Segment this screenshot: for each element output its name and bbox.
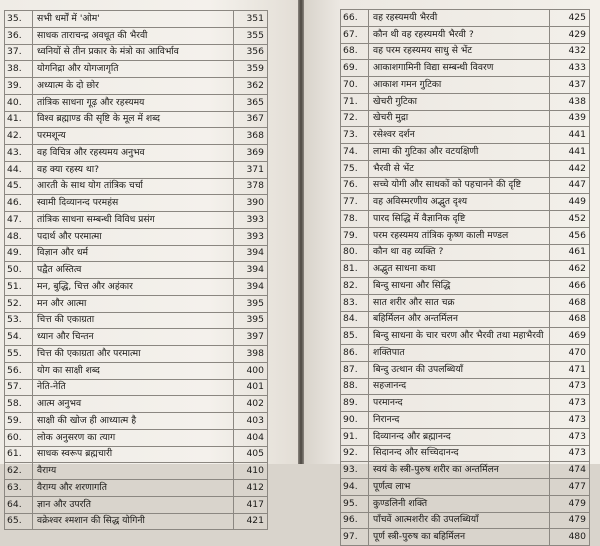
- toc-entry-page: 401: [234, 379, 268, 396]
- toc-entry-number: 77.: [341, 194, 369, 211]
- toc-entry-number: 64.: [5, 496, 33, 513]
- toc-entry-title: निरानन्द: [369, 412, 550, 429]
- toc-row: [5, 413, 268, 430]
- toc-entry-page: 394: [234, 245, 268, 262]
- toc-row: [341, 244, 590, 261]
- toc-entry-title: साक्षी की खोज ही आध्यात्म है: [33, 413, 234, 430]
- toc-entry-number: 38.: [5, 61, 33, 78]
- toc-entry-title: लोक अनुसरण का त्याग: [33, 429, 234, 446]
- toc-entry-page: 404: [234, 429, 268, 446]
- toc-entry-number: 95.: [341, 495, 369, 512]
- toc-entry-title: वह अविस्मरणीय अद्भुत दृश्य: [369, 194, 550, 211]
- toc-entry-page: 449: [550, 194, 590, 211]
- toc-entry-number: 50.: [5, 262, 33, 279]
- toc-entry-page: 402: [234, 396, 268, 413]
- toc-entry-number: 84.: [341, 311, 369, 328]
- toc-entry-title: परम रहस्यमय तांत्रिक कृष्ण काली मण्डल: [369, 227, 550, 244]
- toc-row: [341, 211, 590, 228]
- toc-entry-number: 49.: [5, 245, 33, 262]
- toc-entry-page: 359: [234, 61, 268, 78]
- toc-row: [341, 445, 590, 462]
- toc-entry-number: 70.: [341, 77, 369, 94]
- toc-entry-title: वह विचित्र और रहस्यमय अनुभव: [33, 145, 234, 162]
- toc-row: [5, 111, 268, 128]
- toc-entry-page: 429: [550, 26, 590, 43]
- toc-row: [5, 128, 268, 145]
- toc-entry-title: पदार्थ और परमात्मा: [33, 228, 234, 245]
- toc-entry-number: 74.: [341, 144, 369, 161]
- toc-entry-title: वक्रेश्वर श्मशान की सिद्ध योगिनी: [33, 513, 234, 530]
- toc-row: [5, 295, 268, 312]
- toc-entry-page: 367: [234, 111, 268, 128]
- toc-entry-title: अध्यात्म के दो छोर: [33, 78, 234, 95]
- toc-entry-number: 78.: [341, 211, 369, 228]
- toc-entry-number: 83.: [341, 294, 369, 311]
- toc-entry-number: 45.: [5, 178, 33, 195]
- toc-row: [341, 110, 590, 127]
- toc-entry-number: 60.: [5, 429, 33, 446]
- toc-entry-page: 368: [234, 128, 268, 145]
- toc-entry-page: 410: [234, 463, 268, 480]
- toc-entry-title: विश्व ब्रह्माण्ड की सृष्टि के मूल में शब्द: [33, 111, 234, 128]
- toc-row: [341, 194, 590, 211]
- toc-entry-title: अद्भुत साधना कथा: [369, 261, 550, 278]
- toc-entry-number: 92.: [341, 445, 369, 462]
- toc-row: [5, 312, 268, 329]
- toc-row: [5, 245, 268, 262]
- toc-row: [341, 227, 590, 244]
- toc-entry-title: बिन्दु उत्थान की उपलब्धियाँ: [369, 361, 550, 378]
- toc-row: [341, 43, 590, 60]
- toc-entry-title: ज्ञान और उपरति: [33, 496, 234, 513]
- toc-row: [341, 93, 590, 110]
- toc-entry-title: सात शरीर और सात चक्र: [369, 294, 550, 311]
- toc-entry-page: 474: [550, 462, 590, 479]
- toc-entry-title: बिन्दु साधना के चार चरण और भैरवी तथा महाभैरवी: [369, 328, 550, 345]
- toc-entry-title: सहजानन्द: [369, 378, 550, 395]
- toc-row: [341, 261, 590, 278]
- toc-entry-page: 480: [550, 529, 590, 546]
- toc-entry-title: तांत्रिक साधना सम्बन्धी विविध प्रसंग: [33, 212, 234, 229]
- toc-entry-number: 39.: [5, 78, 33, 95]
- toc-entry-title: मन, बुद्धि, चित्त और अहंकार: [33, 279, 234, 296]
- toc-entry-number: 79.: [341, 227, 369, 244]
- toc-entry-title: चित्त की एकाग्रता और परमात्मा: [33, 346, 234, 363]
- toc-entry-page: 355: [234, 27, 268, 44]
- toc-entry-page: 477: [550, 479, 590, 496]
- toc-entry-page: 356: [234, 44, 268, 61]
- toc-entry-page: 393: [234, 228, 268, 245]
- toc-entry-page: 470: [550, 345, 590, 362]
- toc-entry-page: 395: [234, 312, 268, 329]
- toc-entry-page: 421: [234, 513, 268, 530]
- toc-entry-page: 442: [550, 160, 590, 177]
- toc-row: [5, 346, 268, 363]
- toc-entry-page: 479: [550, 495, 590, 512]
- toc-row: [341, 378, 590, 395]
- toc-row: [341, 60, 590, 77]
- right-page: [304, 0, 600, 543]
- toc-entry-page: 394: [234, 279, 268, 296]
- toc-entry-page: 400: [234, 362, 268, 379]
- toc-entry-page: 433: [550, 60, 590, 77]
- toc-entry-title: ध्यान और चिन्तन: [33, 329, 234, 346]
- toc-row: [5, 396, 268, 413]
- toc-entry-title: कुण्डलिनी शक्ति: [369, 495, 550, 512]
- toc-entry-title: पाँचवें आत्मशरीर की उपलब्धियाँ: [369, 512, 550, 529]
- toc-table-left: [4, 10, 268, 530]
- toc-entry-title: कौन था वह व्यक्ति ?: [369, 244, 550, 261]
- toc-entry-number: 48.: [5, 228, 33, 245]
- toc-entry-page: 479: [550, 512, 590, 529]
- toc-entry-page: 371: [234, 161, 268, 178]
- toc-row: [5, 61, 268, 78]
- toc-entry-title: परमशून्य: [33, 128, 234, 145]
- toc-entry-number: 37.: [5, 44, 33, 61]
- toc-entry-title: परमानन्द: [369, 395, 550, 412]
- toc-entry-number: 71.: [341, 93, 369, 110]
- toc-entry-title: मन और आत्मा: [33, 295, 234, 312]
- toc-entry-title: योग का साक्षी शब्द: [33, 362, 234, 379]
- toc-entry-title: साधक ताराचन्द्र अवधूत की भैरवी: [33, 27, 234, 44]
- toc-row: [341, 495, 590, 512]
- toc-row: [5, 145, 268, 162]
- toc-entry-page: 425: [550, 10, 590, 27]
- toc-entry-number: 54.: [5, 329, 33, 346]
- toc-entry-page: 393: [234, 212, 268, 229]
- toc-entry-number: 59.: [5, 413, 33, 430]
- toc-row: [5, 178, 268, 195]
- toc-entry-number: 96.: [341, 512, 369, 529]
- toc-entry-number: 47.: [5, 212, 33, 229]
- toc-entry-title: बिन्दु साधना और सिद्धि: [369, 278, 550, 295]
- toc-entry-page: 437: [550, 77, 590, 94]
- toc-entry-title: कौन थी वह रहस्यमयी भैरवी ?: [369, 26, 550, 43]
- toc-row: [341, 462, 590, 479]
- toc-entry-page: 365: [234, 94, 268, 111]
- toc-entry-page: 403: [234, 413, 268, 430]
- toc-row: [341, 361, 590, 378]
- toc-entry-title: स्वामी दिव्यानन्द परमहंस: [33, 195, 234, 212]
- toc-row: [5, 329, 268, 346]
- toc-entry-number: 65.: [5, 513, 33, 530]
- toc-entry-number: 55.: [5, 346, 33, 363]
- toc-entry-number: 53.: [5, 312, 33, 329]
- toc-row: [341, 311, 590, 328]
- toc-row: [5, 496, 268, 513]
- toc-entry-number: 67.: [341, 26, 369, 43]
- toc-entry-page: 466: [550, 278, 590, 295]
- toc-entry-number: 36.: [5, 27, 33, 44]
- toc-entry-number: 46.: [5, 195, 33, 212]
- toc-entry-number: 81.: [341, 261, 369, 278]
- toc-row: [341, 177, 590, 194]
- toc-entry-number: 43.: [5, 145, 33, 162]
- toc-entry-title: वह परम रहस्यमय साधु से भेंट: [369, 43, 550, 60]
- toc-entry-title: चित्त की एकाग्रता: [33, 312, 234, 329]
- toc-entry-title: आत्म अनुभव: [33, 396, 234, 413]
- toc-row: [341, 395, 590, 412]
- toc-entry-number: 62.: [5, 463, 33, 480]
- toc-row: [341, 144, 590, 161]
- toc-entry-number: 85.: [341, 328, 369, 345]
- toc-entry-number: 93.: [341, 462, 369, 479]
- toc-row: [341, 479, 590, 496]
- toc-row: [5, 94, 268, 111]
- toc-entry-number: 35.: [5, 11, 33, 28]
- toc-entry-title: सिदानन्द और सच्चिदानन्द: [369, 445, 550, 462]
- toc-row: [5, 362, 268, 379]
- toc-row: [341, 10, 590, 27]
- toc-entry-title: खेचरी गुटिका: [369, 93, 550, 110]
- toc-row: [341, 160, 590, 177]
- toc-row: [341, 512, 590, 529]
- toc-entry-page: 378: [234, 178, 268, 195]
- toc-entry-number: 88.: [341, 378, 369, 395]
- toc-entry-title: ध्वनियों से तीन प्रकार के मंत्रो का आविर्भाव: [33, 44, 234, 61]
- toc-row: [5, 446, 268, 463]
- toc-entry-page: 469: [550, 328, 590, 345]
- toc-entry-page: 468: [550, 294, 590, 311]
- toc-entry-page: 394: [234, 262, 268, 279]
- toc-row: [341, 26, 590, 43]
- toc-entry-page: 461: [550, 244, 590, 261]
- toc-entry-page: 438: [550, 93, 590, 110]
- toc-entry-title: पद्वैत अस्तित्व: [33, 262, 234, 279]
- toc-entry-page: 468: [550, 311, 590, 328]
- toc-entry-page: 452: [550, 211, 590, 228]
- toc-entry-number: 90.: [341, 412, 369, 429]
- toc-entry-number: 52.: [5, 295, 33, 312]
- toc-entry-page: 471: [550, 361, 590, 378]
- toc-entry-page: 390: [234, 195, 268, 212]
- toc-entry-page: 447: [550, 177, 590, 194]
- toc-entry-number: 58.: [5, 396, 33, 413]
- toc-entry-page: 473: [550, 378, 590, 395]
- toc-entry-number: 97.: [341, 529, 369, 546]
- toc-entry-page: 417: [234, 496, 268, 513]
- toc-entry-page: 405: [234, 446, 268, 463]
- toc-entry-number: 73.: [341, 127, 369, 144]
- toc-entry-page: 473: [550, 412, 590, 429]
- toc-entry-number: 86.: [341, 345, 369, 362]
- toc-entry-number: 44.: [5, 161, 33, 178]
- toc-entry-page: 473: [550, 428, 590, 445]
- toc-entry-page: 462: [550, 261, 590, 278]
- toc-row: [5, 212, 268, 229]
- toc-entry-title: पारद सिद्धि में वैज्ञानिक दृष्टि: [369, 211, 550, 228]
- toc-entry-title: योगनिद्रा और योगजागृति: [33, 61, 234, 78]
- toc-entry-title: सच्चे योगी और साधकों को पहचानने की दृष्टि: [369, 177, 550, 194]
- toc-row: [5, 228, 268, 245]
- toc-entry-number: 82.: [341, 278, 369, 295]
- toc-entry-number: 91.: [341, 428, 369, 445]
- toc-entry-page: 398: [234, 346, 268, 363]
- toc-entry-number: 76.: [341, 177, 369, 194]
- toc-entry-number: 56.: [5, 362, 33, 379]
- toc-entry-page: 362: [234, 78, 268, 95]
- toc-entry-title: पूर्ण स्त्री-पुरुष का बहिर्मिलन: [369, 529, 550, 546]
- toc-row: [341, 428, 590, 445]
- toc-row: [341, 127, 590, 144]
- left-page: [0, 0, 298, 527]
- toc-entry-number: 51.: [5, 279, 33, 296]
- toc-entry-number: 69.: [341, 60, 369, 77]
- toc-entry-page: 441: [550, 144, 590, 161]
- toc-entry-number: 42.: [5, 128, 33, 145]
- toc-row: [341, 412, 590, 429]
- toc-entry-title: वह क्या रहस्य था?: [33, 161, 234, 178]
- toc-row: [341, 529, 590, 546]
- toc-entry-title: नेति-नेति: [33, 379, 234, 396]
- toc-entry-title: स्वयं के स्त्री-पुरुष शरीर का अन्तर्मिलन: [369, 462, 550, 479]
- toc-row: [5, 11, 268, 28]
- toc-row: [5, 429, 268, 446]
- toc-entry-page: 441: [550, 127, 590, 144]
- toc-row: [5, 78, 268, 95]
- toc-entry-title: बहिर्मिलन और अन्तर्मिलन: [369, 311, 550, 328]
- toc-entry-title: आकाशगामिनी विद्या सम्बन्धी विवरण: [369, 60, 550, 77]
- toc-entry-page: 397: [234, 329, 268, 346]
- toc-row: [5, 379, 268, 396]
- toc-entry-number: 57.: [5, 379, 33, 396]
- toc-entry-page: 432: [550, 43, 590, 60]
- toc-entry-title: पूर्णत्व लाभ: [369, 479, 550, 496]
- toc-row: [341, 345, 590, 362]
- toc-row: [5, 44, 268, 61]
- toc-row: [341, 278, 590, 295]
- toc-entry-title: आकाश गमन गुटिका: [369, 77, 550, 94]
- toc-entry-title: खेचरी मुद्रा: [369, 110, 550, 127]
- toc-table-right: [340, 9, 590, 546]
- toc-entry-page: 369: [234, 145, 268, 162]
- toc-entry-page: 439: [550, 110, 590, 127]
- toc-row: [5, 195, 268, 212]
- toc-entry-page: 473: [550, 395, 590, 412]
- toc-entry-number: 72.: [341, 110, 369, 127]
- toc-row: [5, 27, 268, 44]
- toc-row: [5, 463, 268, 480]
- toc-entry-title: दिव्यानन्द और ब्रह्मानन्द: [369, 428, 550, 445]
- toc-entry-page: 395: [234, 295, 268, 312]
- toc-entry-page: 351: [234, 11, 268, 28]
- toc-entry-title: वैराग्य और शरणागति: [33, 480, 234, 497]
- toc-entry-number: 61.: [5, 446, 33, 463]
- toc-entry-number: 41.: [5, 111, 33, 128]
- toc-entry-number: 66.: [341, 10, 369, 27]
- toc-entry-page: 473: [550, 445, 590, 462]
- toc-entry-number: 80.: [341, 244, 369, 261]
- toc-entry-number: 89.: [341, 395, 369, 412]
- toc-entry-title: वह रहस्यमयी भैरवी: [369, 10, 550, 27]
- toc-entry-title: लामा की गुटिका और वटयक्षिणी: [369, 144, 550, 161]
- toc-entry-number: 75.: [341, 160, 369, 177]
- toc-entry-title: साधक स्वरूप ब्रह्मचारी: [33, 446, 234, 463]
- toc-entry-title: रसेश्वर दर्शन: [369, 127, 550, 144]
- toc-row: [341, 328, 590, 345]
- toc-entry-title: तांत्रिक साधना गूढ़ और रहस्यमय: [33, 94, 234, 111]
- toc-entry-number: 94.: [341, 479, 369, 496]
- toc-entry-page: 456: [550, 227, 590, 244]
- toc-row: [5, 262, 268, 279]
- toc-row: [341, 77, 590, 94]
- toc-row: [5, 161, 268, 178]
- toc-entry-title: सभी धर्मों में 'ओम': [33, 11, 234, 28]
- toc-entry-number: 87.: [341, 361, 369, 378]
- toc-row: [341, 294, 590, 311]
- toc-entry-number: 68.: [341, 43, 369, 60]
- toc-entry-number: 63.: [5, 480, 33, 497]
- toc-row: [5, 513, 268, 530]
- toc-entry-title: भैरवी से भेंट: [369, 160, 550, 177]
- toc-entry-title: आरती के साथ योग तांत्रिक चर्चा: [33, 178, 234, 195]
- toc-entry-title: वैराग्य: [33, 463, 234, 480]
- toc-row: [5, 480, 268, 497]
- toc-entry-title: शक्तिपात: [369, 345, 550, 362]
- toc-entry-number: 40.: [5, 94, 33, 111]
- toc-entry-title: विज्ञान और धर्म: [33, 245, 234, 262]
- toc-entry-page: 412: [234, 480, 268, 497]
- toc-row: [5, 279, 268, 296]
